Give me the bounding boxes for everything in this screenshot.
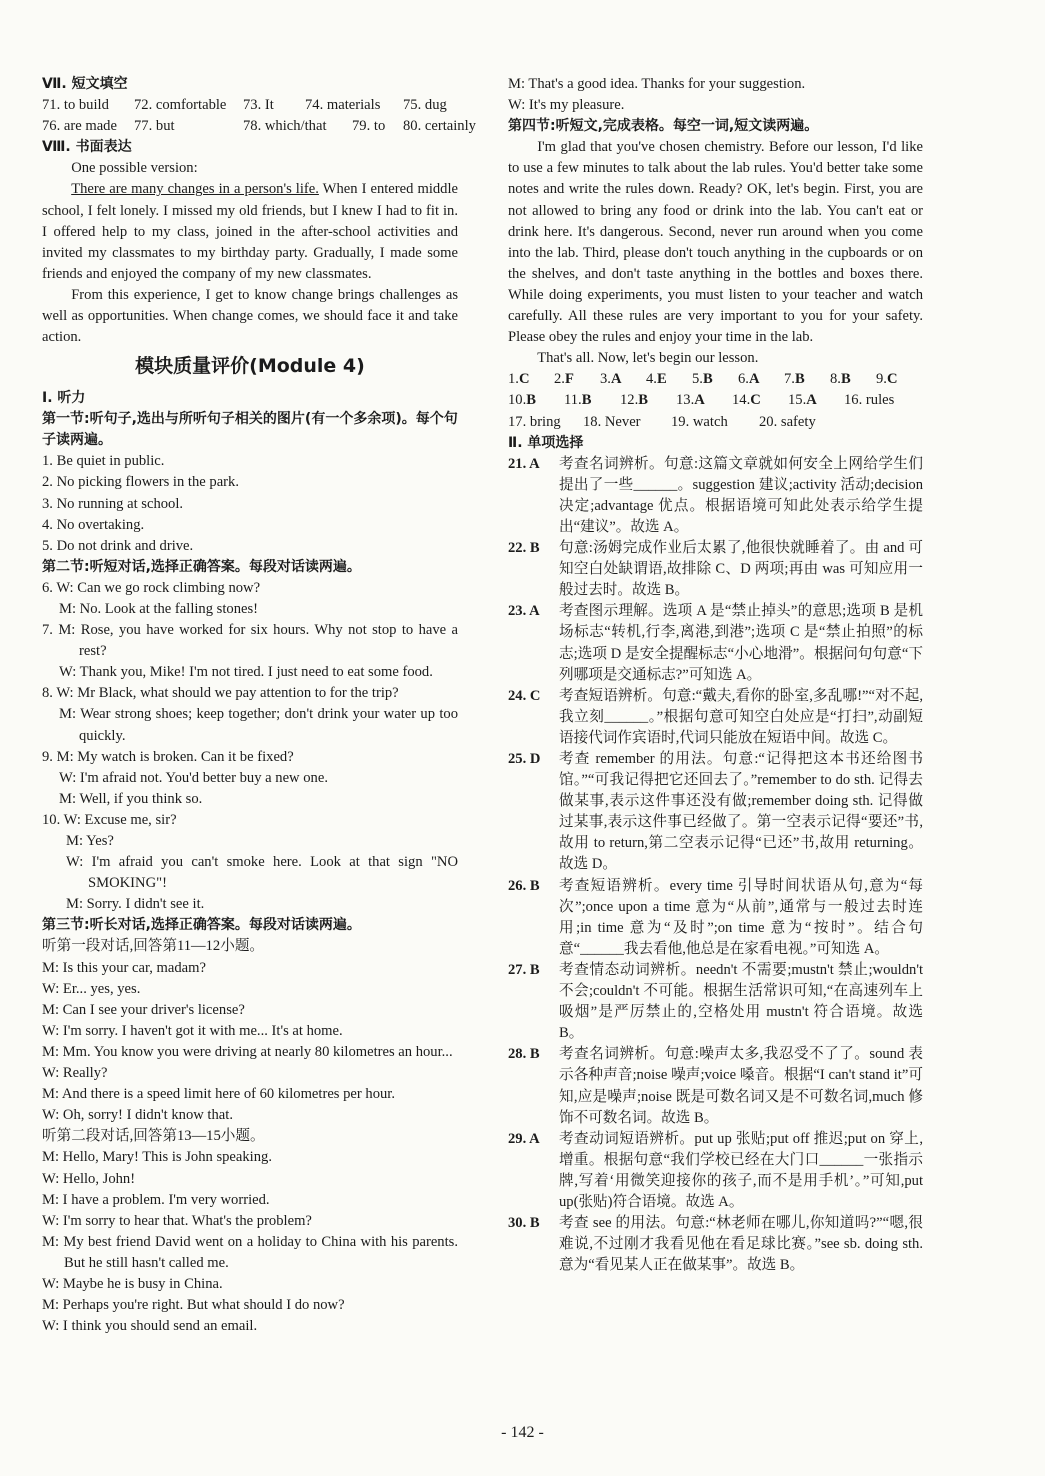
dialog-line: 9. M: My watch is broken. Can it be fixed? [42, 748, 294, 765]
listening-answers-row-2: 10.B 11.B 12.B 13.A 14.C 15.A 16. rules [508, 392, 895, 409]
dialog-line: M: Wear strong shoes; keep together; don't drink your water up too quickly. [59, 706, 458, 744]
dialog-line: 6. W: Can we go rock climbing now? [42, 579, 261, 596]
dialog-line: M: Perhaps you're right. But what should I do now? [42, 1297, 345, 1314]
listening-title: Ⅰ. 听力 [42, 390, 86, 407]
part-1-title: 第一节:听句子,选出与所听句子相关的图片(有一个多余项)。每个句子读两遍。 [42, 411, 458, 449]
dialog-line: W: Really? [42, 1065, 108, 1082]
explanation-item: 28. B 考查名词辨析。句意:噪声太多,我忍受不了了。sound 表示各种声音;noise 噪声;voice 嗓音。根据“I can't stand it”可知,应是噪声;noise 既是可数名词又是不可数名词,much 修饰不可数名词。故选 B。 [508, 1046, 923, 1126]
explanation-item: 24. C 考查短语辨析。句意:“戴夫,看你的卧室,多乱哪!”“对不起,我立刻______。”根据句意可知空白处应是“打扫”,动副短语接代词作宾语时,代词只能放在短语中间。故选 C。 [508, 687, 923, 746]
dialog-1-intro: 听第一段对话,回答第11—12小题。 [42, 938, 265, 955]
part-1-item: 2. No picking flowers in the park. [42, 474, 239, 491]
dialog-line: 8. W: Mr Black, what should we pay attention to for the trip? [42, 685, 399, 702]
essay-intro: One possible version: [71, 160, 198, 177]
dialog-line: M: Mm. You know you were driving at nearly 80 kilometres an hour... [42, 1043, 453, 1060]
explanation-item: 30. B 考查 see 的用法。句意:“林老师在哪儿,你知道吗?”“嗯,很难说,不过刚才我看见他在看足球比赛。”see sb. doing sth. 意为“看见某人正在做某事”。故选 B。 [508, 1215, 923, 1274]
section-7-answers-row-1: 71. to build 72. comfortable 73. It 74. materials 75. dug [42, 97, 447, 114]
dialog-line: M: Sorry. I didn't see it. [66, 896, 205, 913]
section-2-title: Ⅱ. 单项选择 [508, 434, 584, 451]
dialog-line: M: Yes? [66, 833, 114, 849]
section-8-title: Ⅷ. 书面表达 [42, 139, 132, 156]
dialog-line: W: It's my pleasure. [508, 97, 625, 114]
part-3-title: 第三节:听长对话,选择正确答案。每段对话读两遍。 [42, 917, 361, 934]
module-title: 模块质量评价(Module 4) [135, 355, 365, 378]
explanation-item: 26. B 考查短语辨析。every time 引导时间状语从句,意为“每次”;once upon a time 意为“从前”,通常与一般过去时连用;in time 意为“及时”;on time 意为“按时”。结合句意“______我去看他,他总是在家看电视。”可知选 A。 [508, 877, 923, 957]
listening-passage: I'm glad that you've chosen chemistry. Before our lesson, I'd like to use a few minutes to talk about the lab rules. You'd better take some notes and write the rules down. Ready? OK, let's begin. First, you are not allowed to bring any food or drink into the lab. You can't eat or drink here. It's dangerous. Second, never run around when you come into the lab. Third, please don't touch anything in the cupboards or on the shelves, and don't taste anything in the bottles and boxes there. While doing experiments, you must listen to your teacher and watch carefully. All these rules are very important to you for your safety. Please obey the rules and enjoy your time in the lab. [508, 139, 923, 346]
dialog-line: 7. M: Rose, you have worked for six hours. Why not stop to have a rest? [42, 622, 458, 660]
listening-answers-row-3: 17. bring 18. Never 19. watch 20. safety [508, 413, 816, 430]
dialog-2-intro: 听第二段对话,回答第13—15小题。 [42, 1128, 265, 1145]
left-column [42, 74, 476, 1337]
listening-passage-end: That's all. Now, let's begin our lesson. [537, 350, 759, 367]
dialog-line: M: And there is a speed limit here of 60 kilometres per hour. [42, 1086, 396, 1103]
dialog-line: M: No. Look at the falling stones! [59, 600, 259, 617]
dialog-line: W: I'm afraid you can't smoke here. Look at that sign "NO SMOKING"! [66, 854, 458, 892]
listening-answers-row-1: 1.C 2.F 3.A 4.E 5.B 6.A 7.B 8.B 9.C [508, 371, 898, 388]
dialog-line: W: I'm afraid not. You'd better buy a new one. [59, 769, 328, 786]
dialog-line: W: I'm sorry to hear that. What's the problem? [42, 1212, 312, 1229]
dialog-line: M: My best friend David went on a holiday to China with his parents. But he still hasn't called me. [42, 1233, 458, 1271]
essay-paragraph-1: There are many changes in a person's life. When I entered middle school, I felt lonely. I missed my old friends, but I knew I had to fit in. I offered help to my class, joined in the after-school activities and invited my classmates to my birthday party. Gradually, I made some friends and enjoyed the company of my new classmates. [42, 181, 458, 282]
explanation-item: 29. A 考查动词短语辨析。put up 张贴;put off 推迟;put on 穿上,增重。根据句意“我们学校已经在大门口______一张指示牌,写着‘用微笑迎接你的孩子,而不是用手机’。”可知,put up(张贴)符合语境。故选 A。 [508, 1130, 923, 1210]
part-1-item: 4. No overtaking. [42, 516, 145, 533]
section-7-title: Ⅶ. 短文填空 [42, 76, 128, 92]
dialog-line: M: That's a good idea. Thanks for your suggestion. [508, 76, 806, 92]
explanation-item: 25. D 考查 remember 的用法。句意:“记得把这本书还给图书馆。”“可我记得把它还回去了。”remember to do sth. 记得去做某事,表示这件事还没有做;remember doing sth. 记得做过某事,表示这件事已经做了。第一空表示记得“要还”书,故用 to return,第二空表示记得“已还”书,故用 returning。故选 D。 [508, 751, 923, 873]
dialog-line: W: Er... yes, yes. [42, 980, 141, 997]
dialog-line: 10. W: Excuse me, sir? [42, 811, 177, 828]
dialog-line: W: Hello, John! [42, 1170, 136, 1187]
dialog-line: W: I'm sorry. I haven't got it with me... It's at home. [42, 1022, 343, 1039]
essay-paragraph-2: From this experience, I get to know change brings challenges as well as opportunities. When change comes, we should face it and take action. [42, 286, 458, 346]
explanation-item: 21. A 考查名词辨析。句意:这篇文章就如何安全上网给学生们提出了一些______。suggestion 建议;activity 活动;decision 决定;advantage 优点。根据语境可知此处表示给学生提出“建议”。故选 A。 [508, 455, 923, 535]
dialog-line: M: Well, if you think so. [59, 790, 203, 807]
explanation-item: 23. A 考查图示理解。选项 A 是“禁止掉头”的意思;选项 B 是机场标志“转机,行李,离港,到港”;选项 C 是“禁止拍照”的标志;选项 D 是安全提醒标志“小心地滑”。根据问句句意“下列哪项是交通标志?”可知选 A。 [508, 603, 923, 683]
part-2-title: 第二节:听短对话,选择正确答案。每段对话读两遍。 [42, 558, 361, 575]
dialog-line: M: I have a problem. I'm very worried. [42, 1191, 270, 1208]
right-column [508, 74, 923, 1276]
dialog-line: W: I think you should send an email. [42, 1318, 258, 1335]
dialog-line: W: Thank you, Mike! I'm not tired. I just need to eat some food. [59, 664, 433, 681]
dialog-line: M: Can I see your driver's license? [42, 1001, 245, 1018]
dialog-line: W: Oh, sorry! I didn't know that. [42, 1107, 233, 1124]
part-1-item: 1. Be quiet in public. [42, 453, 165, 470]
explanation-item: 22. B 句意:汤姆完成作业后太累了,他很快就睡着了。由 and 可知空白处缺谓语,故排除 C、D 两项;再由 was 可知应用一般过去时。故选 B。 [508, 540, 923, 599]
page-number: - 142 - [501, 1424, 544, 1441]
part-4-title: 第四节:听短文,完成表格。每空一词,短文读两遍。 [508, 118, 819, 135]
part-1-item: 5. Do not drink and drive. [42, 537, 194, 554]
dialog-line: M: Is this your car, madam? [42, 959, 206, 976]
dialog-line: W: Maybe he is busy in China. [42, 1275, 223, 1292]
section-7-answers-row-2: 76. are made 77. but 78. which/that 79. to 80. certainly [42, 118, 476, 135]
dialog-line: M: Hello, Mary! This is John speaking. [42, 1149, 272, 1166]
explanation-item: 27. B 考查情态动词辨析。needn't 不需要;mustn't 禁止;wouldn't 不会;couldn't 不可能。根据生活常识可知,“在高速列车上吸烟”是严厉禁止的,空格处用 mustn't 符合语境。故选 B。 [508, 961, 923, 1042]
part-1-item: 3. No running at school. [42, 495, 184, 512]
